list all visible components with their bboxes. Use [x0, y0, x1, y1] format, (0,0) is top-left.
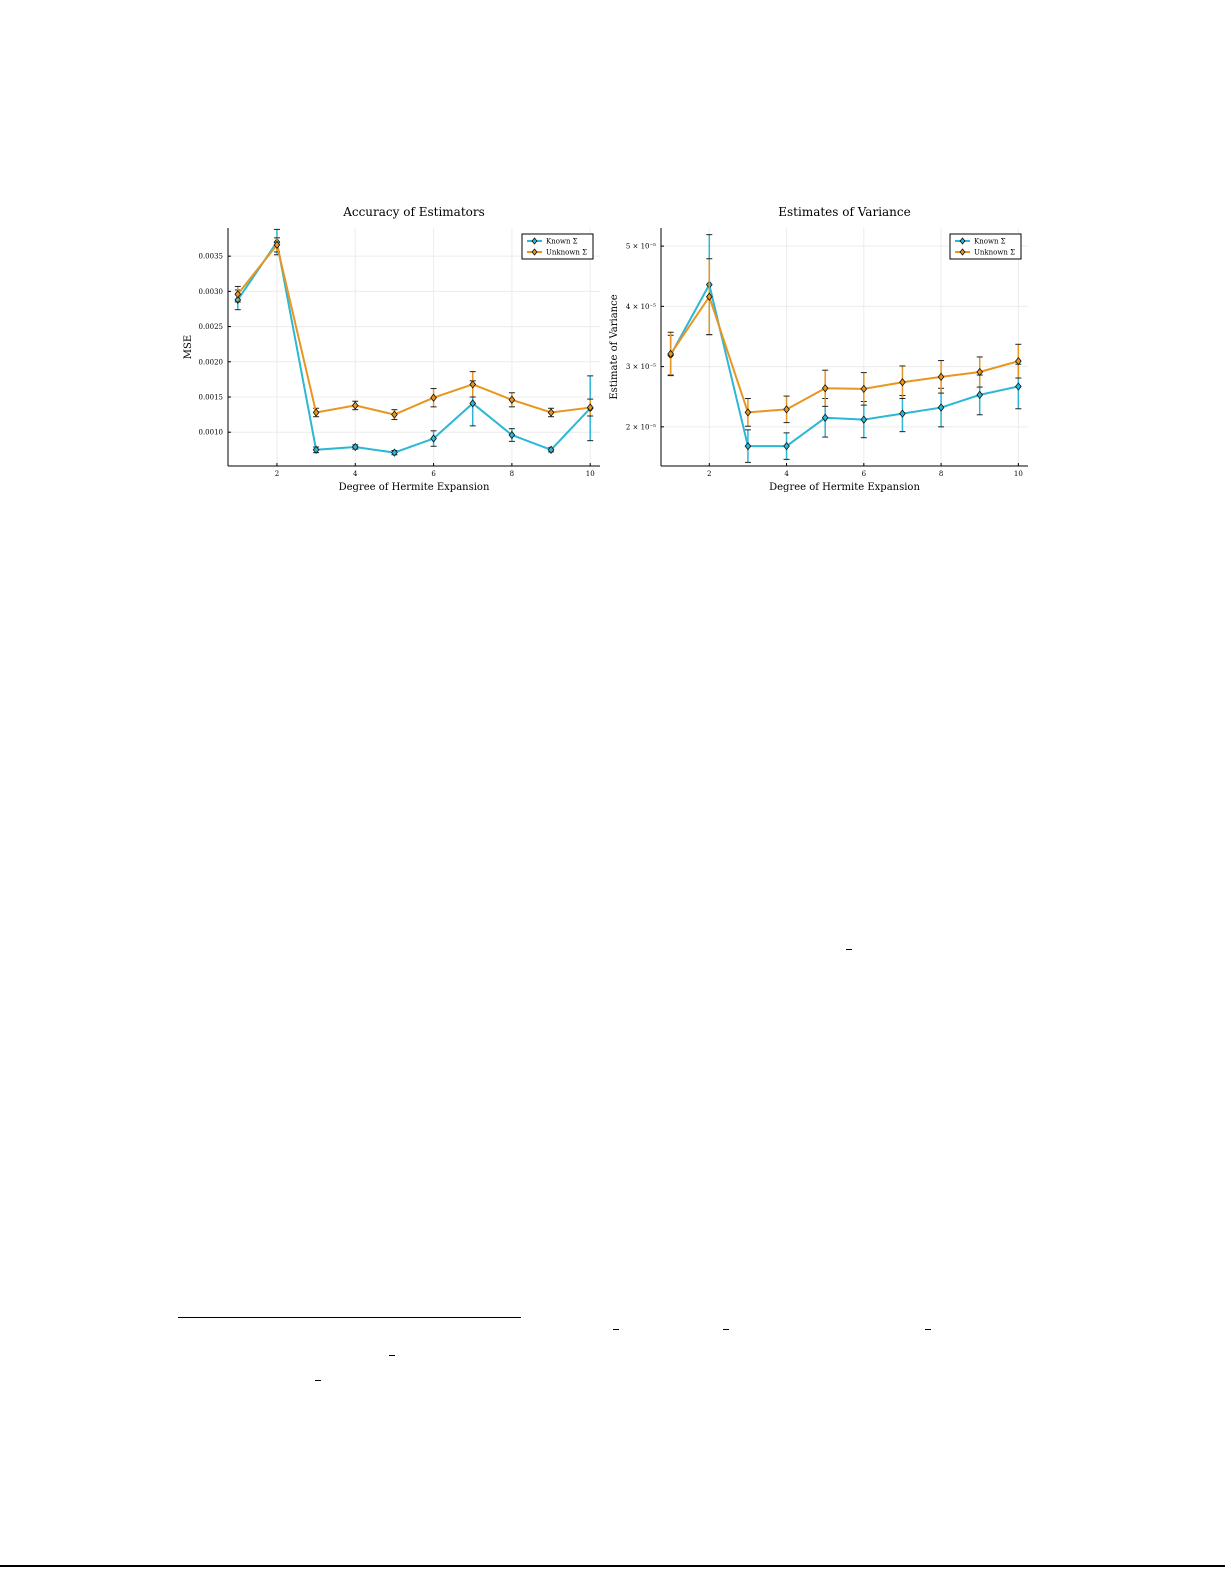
x-tick-label: 6: [431, 470, 436, 478]
x-tick-label: 2: [707, 470, 712, 478]
data-point-marker: [431, 394, 437, 401]
y-axis-label: Estimate of Variance: [609, 294, 620, 400]
series-known: [235, 229, 593, 456]
chart-1: [183, 205, 600, 493]
y-tick-label: 2 × 10⁻⁵: [625, 423, 656, 432]
data-point-marker: [977, 369, 983, 376]
series-line: [238, 242, 590, 453]
legend-label: Unknown Σ: [546, 248, 588, 257]
series-line: [671, 285, 1019, 446]
y-tick-label: 0.0025: [198, 323, 223, 332]
series-unknown: [668, 259, 1022, 427]
data-point-marker: [822, 385, 828, 392]
error-bars: [235, 238, 593, 420]
y-tick-label: 0.0020: [198, 358, 223, 367]
data-point-marker: [313, 409, 319, 416]
x-tick-label: 8: [509, 470, 515, 478]
x-tick-label: 10: [1013, 470, 1023, 478]
series-known: [668, 235, 1022, 463]
footnote-rule: [178, 1317, 521, 1318]
error-bars: [668, 259, 1022, 427]
chart-title: Estimates of Variance: [778, 205, 911, 219]
x-tick-label: 6: [861, 470, 867, 478]
data-point-marker: [1016, 383, 1022, 390]
data-point-marker: [470, 381, 476, 388]
x-tick-label: 2: [274, 470, 280, 478]
data-point-marker: [1016, 358, 1022, 365]
series-line: [671, 297, 1019, 413]
data-point-marker: [977, 391, 983, 398]
overbar-mark: [389, 1355, 395, 1356]
data-point-marker: [784, 406, 790, 413]
legend-label: Known Σ: [974, 237, 1006, 246]
legend-label: Known Σ: [546, 237, 578, 246]
y-tick-label: 0.0015: [198, 393, 223, 402]
y-tick-label: 3 × 10⁻⁵: [625, 363, 656, 372]
data-point-marker: [938, 404, 944, 411]
overbar-mark: [613, 1329, 619, 1330]
overbar-mark: [846, 949, 852, 950]
x-tick-label: 4: [353, 470, 358, 478]
data-point-marker: [861, 416, 867, 423]
data-point-marker: [352, 402, 358, 409]
x-tick-label: 4: [784, 470, 789, 478]
chart-2: [609, 205, 1028, 493]
data-point-marker: [745, 409, 751, 416]
y-tick-label: 5 × 10⁻⁵: [625, 242, 656, 251]
data-point-marker: [900, 410, 906, 417]
legend: [522, 234, 593, 259]
data-point-marker: [938, 373, 944, 380]
data-point-marker: [745, 443, 751, 450]
error-bars: [235, 229, 593, 454]
x-axis-label: Degree of Hermite Expansion: [769, 482, 920, 493]
series-line: [238, 245, 590, 415]
legend: [950, 234, 1021, 259]
overbar-mark: [315, 1380, 321, 1381]
chart-title: Accuracy of Estimators: [343, 205, 485, 219]
page-bottom-rule: [0, 1565, 1225, 1567]
x-tick-label: 8: [938, 470, 944, 478]
data-point-marker: [900, 379, 906, 386]
error-bars: [668, 235, 1022, 463]
overbar-mark: [723, 1329, 729, 1330]
x-axis-label: Degree of Hermite Expansion: [338, 482, 490, 493]
y-axis-label: MSE: [183, 334, 194, 360]
series-unknown: [235, 238, 593, 420]
y-tick-label: 0.0035: [198, 252, 223, 261]
overbar-mark: [925, 1329, 931, 1330]
x-tick-label: 10: [585, 470, 595, 478]
data-point-marker: [548, 409, 554, 416]
data-point-marker: [392, 411, 398, 418]
y-tick-label: 0.0030: [198, 287, 223, 296]
legend-label: Unknown Σ: [974, 248, 1016, 257]
y-tick-label: 4 × 10⁻⁵: [625, 302, 656, 311]
data-point-marker: [861, 385, 867, 392]
y-tick-label: 0.0010: [198, 428, 223, 437]
